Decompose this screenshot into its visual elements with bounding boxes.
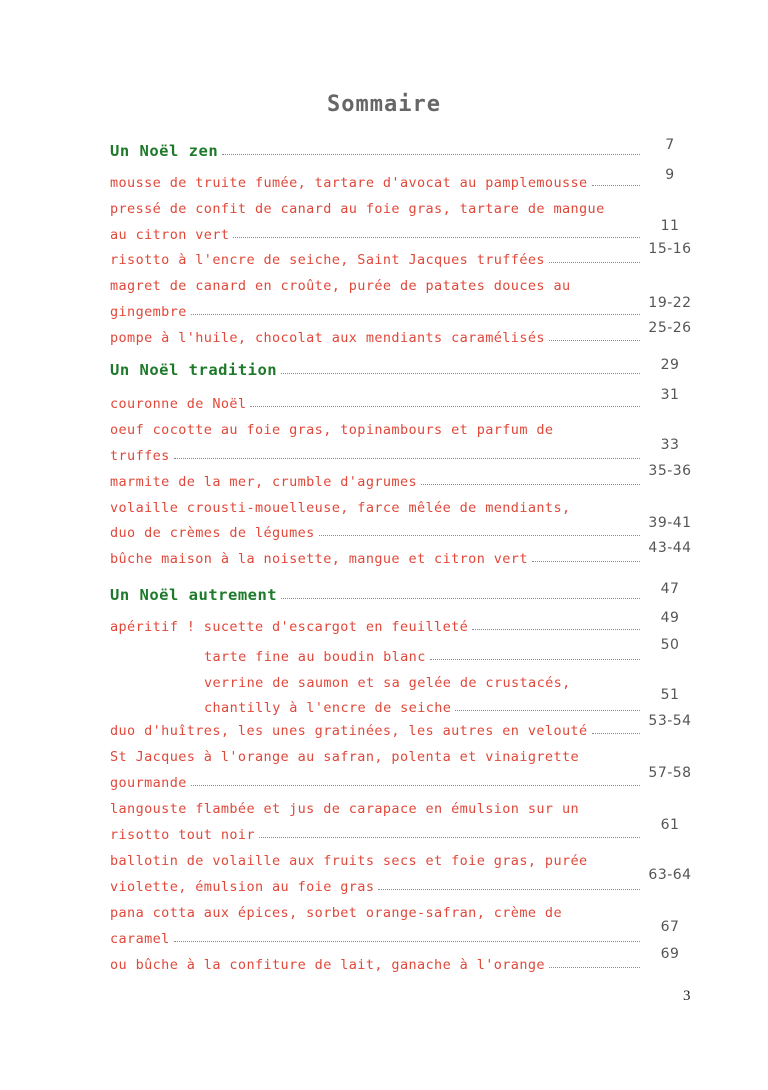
entry-title: marmite de la mer, crumble d'agrumes [110, 474, 417, 490]
dot-leader [250, 406, 640, 407]
toc-entry [110, 416, 640, 438]
entry-title: chantilly à l'encre de seiche [204, 700, 452, 716]
entry-title: magret de canard en croûte, purée de patates douces au [110, 278, 571, 294]
toc-section-heading [110, 582, 640, 604]
entry-title: risotto à l'encre de seiche, Saint Jacques truffées [110, 252, 545, 268]
toc-entry [110, 169, 640, 191]
entry-page-number: 25-26 [648, 320, 692, 336]
toc-entry [110, 442, 640, 464]
entry-page-number: 7 [665, 137, 675, 153]
toc-entry [110, 221, 640, 243]
toc-entry [110, 821, 640, 843]
dot-leader [319, 535, 640, 536]
toc-entry [110, 494, 640, 516]
dot-leader [222, 154, 640, 155]
entry-title: tarte fine au boudin blanc [204, 649, 426, 665]
toc-entry [110, 246, 640, 268]
dot-leader [281, 373, 640, 374]
section-title: Un Noël zen [110, 142, 219, 160]
toc-entry [110, 519, 640, 541]
entry-title: pompe à l'huile, chocolat aux mendiants caramélisés [110, 330, 545, 346]
entry-page-number: 61 [660, 817, 680, 833]
toc-entry [110, 613, 640, 635]
entry-page-number: 15-16 [648, 241, 692, 257]
entry-title: oeuf cocotte au foie gras, topinambours et parfum de [110, 422, 554, 438]
toc-entry [204, 643, 640, 665]
entry-page-number: 50 [660, 637, 680, 653]
entry-page-number: 69 [660, 946, 680, 962]
entry-page-number: 29 [660, 357, 680, 373]
toc-entry [110, 324, 640, 346]
dot-leader [532, 561, 640, 562]
section-title: Un Noël tradition [110, 361, 278, 379]
dot-leader [455, 710, 640, 711]
entry-title: couronne de Noël [110, 396, 247, 412]
toc-entry [110, 195, 640, 217]
entry-page-number: 67 [660, 919, 680, 935]
dot-leader [549, 340, 640, 341]
toc-entry [110, 847, 640, 869]
entry-page-number: 43-44 [648, 540, 692, 556]
entry-page-number: 49 [660, 610, 680, 626]
entry-page-number: 33 [660, 437, 680, 453]
entry-page-number: 31 [660, 387, 680, 403]
dot-leader [191, 314, 640, 315]
entry-page-number: 35-36 [648, 463, 692, 479]
toc-entry [110, 717, 640, 739]
dot-leader [281, 598, 640, 599]
toc-entry [110, 769, 640, 791]
entry-title: risotto tout noir [110, 827, 255, 843]
toc-entry [110, 873, 640, 895]
toc-entry [110, 390, 640, 412]
toc-entry [110, 795, 640, 817]
dot-leader [378, 889, 640, 890]
entry-title: duo d'huîtres, les unes gratinées, les autres en velouté [110, 723, 588, 739]
toc-entry [204, 669, 640, 691]
entry-title: pana cotta aux épices, sorbet orange-safran, crème de [110, 905, 562, 921]
dot-leader [592, 185, 640, 186]
dot-leader [421, 484, 640, 485]
toc-entry [110, 899, 640, 921]
entry-page-number: 47 [660, 581, 680, 597]
dot-leader [174, 458, 640, 459]
toc-entry [110, 468, 640, 490]
entry-page-number: 53-54 [648, 713, 692, 729]
dot-leader [191, 785, 640, 786]
entry-page-number: 57-58 [648, 765, 692, 781]
entry-title: St Jacques à l'orange au safran, polenta et vinaigrette [110, 749, 580, 765]
entry-page-number: 39-41 [648, 515, 692, 531]
toc-entry [110, 925, 640, 947]
entry-title: volaille crousti-mouelleuse, farce mêlée de mendiants, [110, 500, 571, 516]
entry-title: gourmande [110, 775, 187, 791]
toc-entry [204, 694, 640, 716]
toc-entry [110, 298, 640, 320]
entry-title: au citron vert [110, 227, 230, 243]
entry-title: bûche maison à la noisette, mangue et citron vert [110, 551, 528, 567]
dot-leader [549, 967, 640, 968]
dot-leader [259, 837, 640, 838]
toc-entry [110, 951, 640, 973]
entry-title: duo de crèmes de légumes [110, 525, 315, 541]
dot-leader [472, 629, 640, 630]
toc-entry [110, 545, 640, 567]
entry-page-number: 51 [660, 687, 680, 703]
toc-section-heading [110, 138, 640, 160]
dot-leader [549, 262, 640, 263]
toc-section-heading [110, 357, 640, 379]
page-number: 3 [683, 988, 691, 1004]
entry-page-number: 19-22 [648, 295, 692, 311]
entry-title: mousse de truite fumée, tartare d'avocat au pamplemousse [110, 175, 588, 191]
toc-entry [110, 743, 640, 765]
entry-title: ballotin de volaille aux fruits secs et foie gras, purée [110, 853, 588, 869]
entry-title: verrine de saumon et sa gelée de crustacés, [204, 675, 571, 691]
toc-entry [110, 272, 640, 294]
entry-title: langouste flambée et jus de carapace en émulsion sur un [110, 801, 580, 817]
entry-page-number: 11 [660, 218, 680, 234]
dot-leader [174, 941, 640, 942]
entry-page-number: 9 [665, 167, 675, 183]
dot-leader [430, 659, 640, 660]
section-title: Un Noël autrement [110, 586, 278, 604]
entry-title: caramel [110, 931, 170, 947]
entry-page-number: 63-64 [648, 867, 692, 883]
entry-title: gingembre [110, 304, 187, 320]
entry-title: violette, émulsion au foie gras [110, 879, 375, 895]
entry-title: apéritif ! sucette d'escargot en feuilleté [110, 619, 469, 635]
entry-title: pressé de confit de canard au foie gras, tartare de mangue [110, 201, 605, 217]
dot-leader [233, 237, 640, 238]
page-title: Sommaire [327, 92, 441, 117]
entry-title: truffes [110, 448, 170, 464]
entry-title: ou bûche à la confiture de lait, ganache à l'orange [110, 957, 545, 973]
dot-leader [592, 733, 640, 734]
